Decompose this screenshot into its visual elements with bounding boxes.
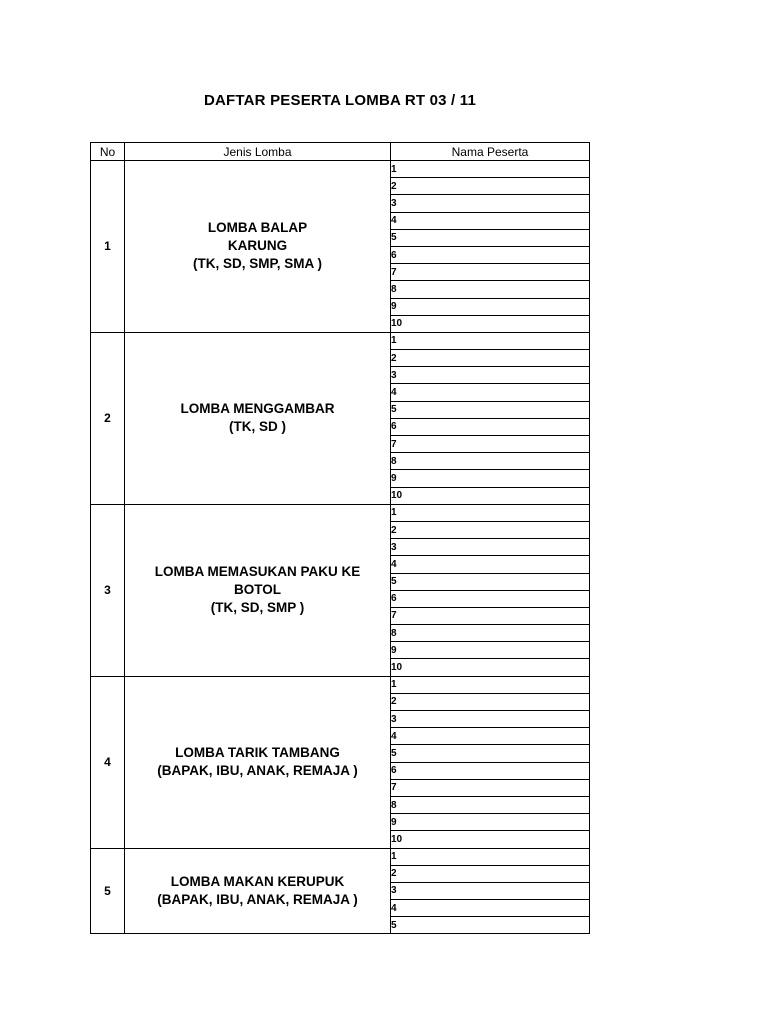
lomba-name-line: (BAPAK, IBU, ANAK, REMAJA ) [157,891,358,907]
participant-slot[interactable]: 5 [391,573,590,590]
participant-slot[interactable]: 6 [391,418,590,435]
lomba-name-line: LOMBA MAKAN KERUPUK [170,873,345,889]
participant-slot[interactable]: 3 [391,882,590,899]
page-title: DAFTAR PESERTA LOMBA RT 03 / 11 [203,92,477,109]
header-nama-peserta: Nama Peserta [391,143,590,161]
participant-slot[interactable]: 5 [391,229,590,246]
lomba-name-line: (BAPAK, IBU, ANAK, REMAJA ) [157,763,358,779]
participant-slot[interactable]: 8 [391,281,590,298]
participant-slot[interactable]: 5 [391,745,590,762]
header-jenis-lomba: Jenis Lomba [125,143,391,161]
participant-slot[interactable]: 2 [391,178,590,195]
lomba-name-line: BOTOL [234,582,281,598]
participant-slot[interactable]: 3 [391,539,590,556]
participant-slot[interactable]: 3 [391,711,590,728]
lomba-number: 1 [91,161,125,333]
participant-slot[interactable]: 5 [391,401,590,418]
table-row [91,676,590,693]
participant-slot[interactable]: 6 [391,246,590,263]
header-row [91,143,590,161]
table-row [91,161,590,178]
participant-slot[interactable]: 10 [391,487,590,504]
participant-slot[interactable]: 9 [391,470,590,487]
participant-slot[interactable]: 9 [391,298,590,315]
participant-slot[interactable]: 7 [391,779,590,796]
lomba-name [125,676,391,848]
participant-slot[interactable]: 10 [391,315,590,332]
participant-slot[interactable]: 3 [391,367,590,384]
participant-slot[interactable]: 2 [391,521,590,538]
participant-slot[interactable]: 8 [391,796,590,813]
lomba-number: 3 [91,504,125,676]
participant-slot[interactable]: 10 [391,831,590,848]
participant-slot[interactable]: 8 [391,625,590,642]
table-row [91,504,590,521]
participant-table [90,142,590,934]
lomba-name [125,161,391,333]
table-row [91,848,590,865]
lomba-name-line: LOMBA MEMASUKAN PAKU KE [154,564,361,580]
table-body [91,161,590,934]
lomba-name-line: KARUNG [227,238,288,254]
participant-slot[interactable]: 4 [391,384,590,401]
participant-slot[interactable]: 4 [391,556,590,573]
participant-slot[interactable]: 2 [391,865,590,882]
lomba-name [125,848,391,934]
lomba-name [125,332,391,504]
participant-slot[interactable]: 4 [391,728,590,745]
participant-slot[interactable]: 7 [391,607,590,624]
participant-slot[interactable]: 8 [391,453,590,470]
participant-slot[interactable]: 4 [391,212,590,229]
participant-slot[interactable]: 6 [391,590,590,607]
header-no: No [91,143,125,161]
participant-slot[interactable]: 4 [391,900,590,917]
table-row [91,332,590,349]
participant-slot[interactable]: 1 [391,504,590,521]
participant-slot[interactable]: 1 [391,848,590,865]
lomba-name-line: (TK, SD, SMP ) [210,600,305,616]
lomba-name-line: (TK, SD, SMP, SMA ) [192,256,322,272]
lomba-name-line: LOMBA TARIK TAMBANG [175,745,340,761]
participant-slot[interactable]: 3 [391,195,590,212]
participant-slot[interactable]: 7 [391,264,590,281]
participant-slot[interactable]: 5 [391,917,590,934]
participant-slot[interactable]: 7 [391,436,590,453]
lomba-number: 5 [91,848,125,934]
participant-slot[interactable]: 1 [391,332,590,349]
participant-slot[interactable]: 2 [391,693,590,710]
lomba-number: 4 [91,676,125,848]
lomba-name-line: LOMBA MENGGAMBAR [180,401,335,417]
participant-slot[interactable]: 1 [391,161,590,178]
participant-slot[interactable]: 10 [391,659,590,676]
lomba-number: 2 [91,332,125,504]
participant-slot[interactable]: 1 [391,676,590,693]
participant-slot[interactable]: 6 [391,762,590,779]
participant-slot[interactable]: 9 [391,814,590,831]
participant-slot[interactable]: 2 [391,350,590,367]
participant-slot[interactable]: 9 [391,642,590,659]
lomba-name [125,504,391,676]
lomba-name-line: (TK, SD ) [229,419,286,435]
lomba-name-line: LOMBA BALAP [207,220,308,236]
